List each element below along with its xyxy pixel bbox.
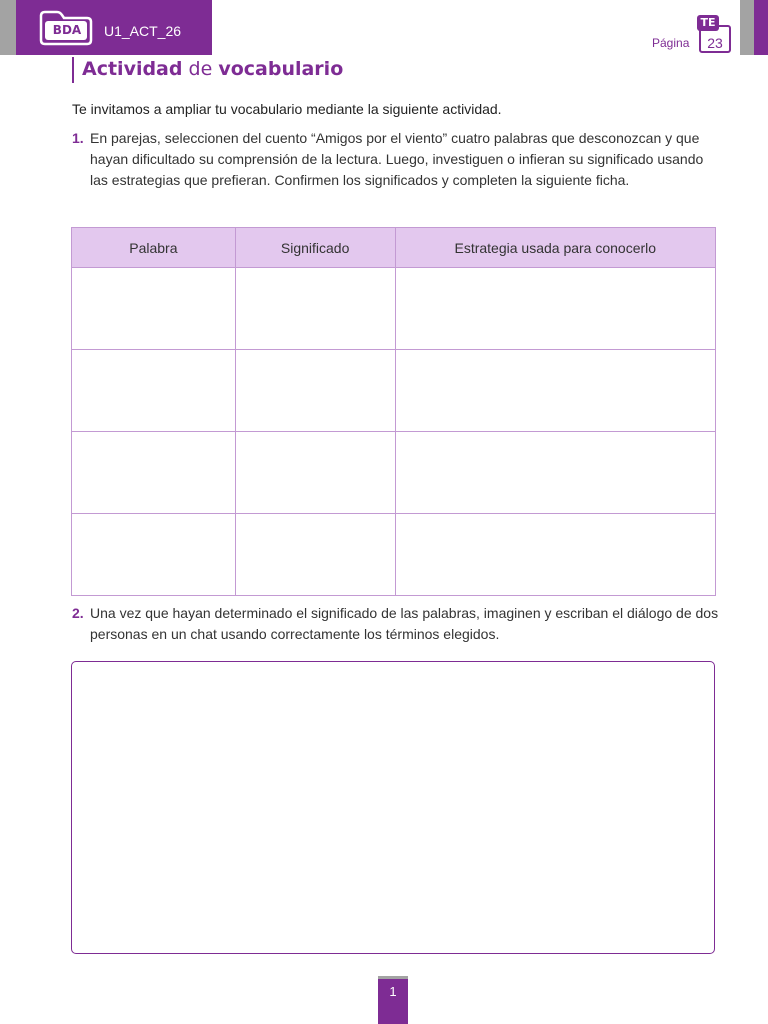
cell-estrategia[interactable]: [395, 514, 715, 596]
table-row: [72, 432, 716, 514]
cell-significado[interactable]: [235, 268, 395, 350]
header-significado: Significado: [235, 228, 395, 268]
cell-estrategia[interactable]: [395, 268, 715, 350]
table-row: [72, 514, 716, 596]
page-ref-number: 23: [707, 35, 723, 51]
title-accent-bar: [72, 57, 74, 83]
table-row: [72, 268, 716, 350]
item-number: 2.: [72, 605, 84, 621]
cell-palabra[interactable]: [72, 514, 236, 596]
page-title: [82, 58, 343, 80]
item-number: 1.: [72, 130, 84, 146]
header-purple-strip-right: [754, 0, 768, 55]
intro-text: Te invitamos a ampliar tu vocabulario mediante la siguiente actividad.: [72, 101, 502, 117]
cell-estrategia[interactable]: [395, 350, 715, 432]
cell-palabra[interactable]: [72, 268, 236, 350]
table-header-row: [72, 228, 716, 268]
instruction-item-2: [72, 603, 722, 645]
item-text: En parejas, seleccionen del cuento “Amigos por el viento” cuatro palabras que desconozcan y que hayan dificultado su comprensión de la lectura. Luego, investiguen o infieran su significado usando las estrategias que prefieran. Confirmen los significados y completen la siguiente ficha.: [90, 130, 704, 188]
title-part-3: vocabulario: [218, 58, 344, 80]
cell-significado[interactable]: [235, 514, 395, 596]
te-badge: TE: [697, 15, 719, 31]
cell-estrategia[interactable]: [395, 432, 715, 514]
activity-code: U1_ACT_26: [104, 23, 182, 39]
dialogue-answer-box[interactable]: [71, 661, 715, 954]
logo-text: BDA: [52, 23, 82, 37]
item-text: Una vez que hayan determinado el significado de las palabras, imaginen y escriban el diálogo de dos personas en un chat usando correctamente los términos elegidos.: [90, 605, 719, 642]
header-gray-strip-right: [740, 0, 754, 55]
page-label: Página: [652, 36, 690, 50]
cell-palabra[interactable]: [72, 432, 236, 514]
title-part-2: de: [188, 58, 213, 80]
header-estrategia: Estrategia usada para conocerlo: [395, 228, 715, 268]
title-part-1: Actividad: [82, 58, 183, 80]
header-palabra: Palabra: [72, 228, 236, 268]
page-number: 1: [378, 976, 408, 1024]
cell-significado[interactable]: [235, 350, 395, 432]
table-row: [72, 350, 716, 432]
instruction-item-1: [72, 128, 722, 191]
vocabulary-table: [71, 227, 716, 596]
header-gray-strip-left: [0, 0, 16, 55]
cell-significado[interactable]: [235, 432, 395, 514]
cell-palabra[interactable]: [72, 350, 236, 432]
